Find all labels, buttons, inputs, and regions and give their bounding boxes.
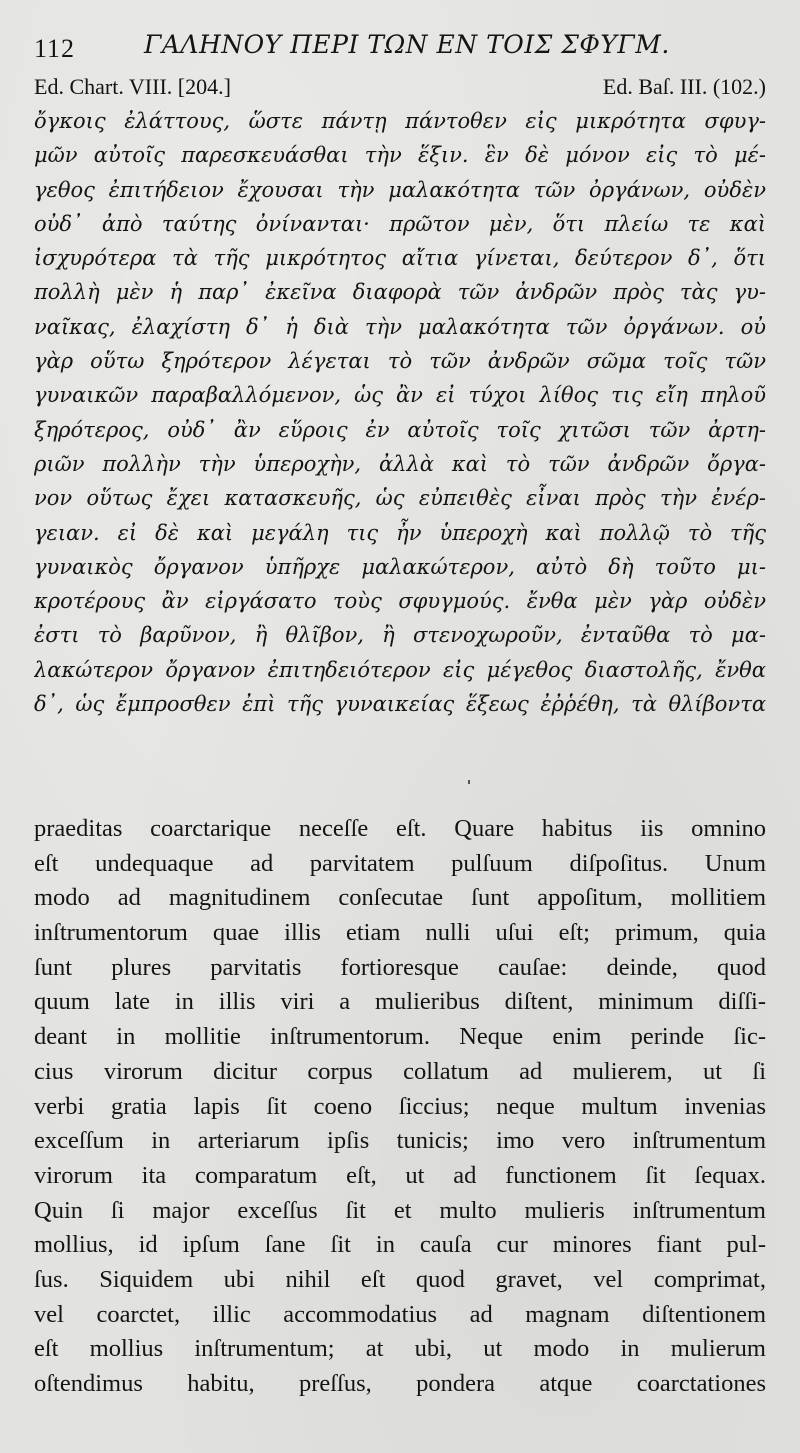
- running-title: ΓΑΛΗΝΟΥ ΠΕΡΙ ΤΩΝ ΕΝ ΤΟΙΣ ΣΦΥΓΜ.: [144, 30, 670, 59]
- greek-line: δ᾽, ὡς ἔμπροσθεν ἐπὶ τῆς γυναικείας ἕξεως ἐῤῥέθη, τὰ θλίβοντα: [34, 692, 766, 717]
- greek-line: γὰρ οὕτω ξηρότερον λέγεται τὸ τῶν ἀνδρῶν σῶμα τοῖς τῶν: [34, 349, 766, 374]
- greek-line: μῶν αὐτοῖς παρεσκευάσθαι τὴν ἕξιν. ἓν δὲ μόνον εἰς τὸ μέ-: [34, 143, 766, 168]
- latin-line: virorum ita comparatum eſt, ut ad functionem ſit ſequax.: [34, 1161, 766, 1189]
- ink-speck: [468, 780, 470, 784]
- latin-line: mollius, id ipſum ſane ſit in cauſa cur minores fiant pul-: [34, 1231, 766, 1259]
- edition-references: [34, 74, 766, 104]
- edition-chartier-reference: Ed. Chart. VIII. [204.]: [34, 74, 231, 99]
- latin-line: praeditas coarctarique neceſſe eſt. Quare habitus iis omnino: [34, 815, 766, 842]
- greek-line: ὄγκοις ἐλάττους, ὥστε πάντῃ πάντοθεν εἰς μικρότητα σφυγ-: [34, 109, 766, 133]
- latin-line: eſt undequaque ad parvitatem pulſuum diſpoſitus. Unum: [34, 849, 766, 877]
- page-header: [34, 28, 774, 68]
- latin-line: eſt mollius inſtrumentum; at ubi, ut modo in mulierum: [34, 1335, 766, 1363]
- page-number: 112: [34, 34, 76, 63]
- greek-line: πολλὴ μὲν ἡ παρ᾽ ἐκεῖνα διαφορὰ τῶν ἀνδρῶν πρὸς τὰς γυ-: [34, 280, 766, 305]
- latin-line: deant in mollitie inſtrumentorum. Neque enim perinde ſic-: [34, 1023, 766, 1051]
- latin-line: ſunt plures parvitatis fortioresque cauſae: deinde, quod: [34, 953, 766, 981]
- latin-line: inſtrumentorum quae illis etiam nulli uſui eſt; primum, quia: [34, 919, 766, 947]
- latin-line: quum late in illis viri a mulieribus diſtent, minimum diſſi-: [34, 988, 766, 1016]
- latin-line: Quin ſi major exceſſus ſit et multo mulieris inſtrumentum: [34, 1196, 766, 1224]
- greek-line: λακώτερον ὄργανον ἐπιτηδειότερον εἰς μέγεθος διαστολῆς, ἔνθα: [34, 657, 766, 682]
- greek-text-block: [34, 104, 766, 721]
- latin-line: cius virorum dicitur corpus collatum ad mulierem, ut ſi: [34, 1057, 766, 1085]
- greek-line: γειαν. εἰ δὲ καὶ μεγάλη τις ἦν ὑπεροχὴ καὶ πολλῷ τὸ τῆς: [34, 520, 766, 545]
- greek-line: γυναικῶν παραβαλλόμενον, ὡς ἂν εἰ τύχοι λίθος τις εἴη πηλοῦ: [34, 383, 766, 408]
- greek-line: κροτέρους ἂν εἰργάσατο τοὺς σφυγμούς. ἔνθα μὲν γὰρ οὐδὲν: [34, 589, 766, 614]
- greek-line: νον οὕτως ἔχει κατασκευῆς, ὡς εὐπειθὲς εἶναι πρὸς τὴν ἐνέρ-: [34, 486, 766, 511]
- latin-line: oſtendimus habitu, preſſus, pondera atque coarctationes: [34, 1370, 766, 1397]
- greek-line: οὐδ᾽ ἀπὸ ταύτης ὀνίνανται· πρῶτον μὲν, ὅτι πλείω τε καὶ: [34, 211, 766, 236]
- greek-line: ξηρότερος, οὐδ᾽ ἂν εὕροις ἐν αὐτοῖς τοῖς χιτῶσι τῶν ἀρτη-: [34, 417, 766, 442]
- latin-line: vel coarctet, illic accommodatius ad magnam diſtentionem: [34, 1300, 766, 1328]
- latin-line: exceſſum in arteriarum ipſis tunicis; imo vero inſtrumentum: [34, 1127, 766, 1155]
- greek-line: ἐστι τὸ βαρῦνον, ἢ θλῖβον, ἢ στενοχωροῦν, ἐνταῦθα τὸ μα-: [34, 623, 766, 648]
- greek-line: γεθος ἐπιτήδειον ἔχουσαι τὴν μαλακότητα τῶν ὀργάνων, οὐδὲν: [34, 177, 766, 202]
- latin-line: verbi gratia lapis ſit coeno ſiccius; neque multum invenias: [34, 1092, 766, 1120]
- greek-line: ριῶν πολλὴν τὴν ὑπεροχὴν, ἀλλὰ καὶ τὸ τῶν ἀνδρῶν ὄργα-: [34, 451, 766, 476]
- latin-line: modo ad magnitudinem conſecutae ſunt appoſitum, mollitiem: [34, 884, 766, 912]
- greek-line: ἰσχυρότερα τὰ τῆς μικρότητος αἴτια γίνεται, δεύτερον δ᾽, ὅτι: [34, 246, 766, 271]
- latin-text-block: [34, 812, 766, 1402]
- greek-line: ναῖκας, ἐλαχίστη δ᾽ ἡ διὰ τὴν μαλακότητα τῶν ὀργάνων. οὐ: [34, 314, 766, 339]
- greek-line: γυναικὸς ὄργανον ὑπῆρχε μαλακώτερον, αὐτὸ δὴ τοῦτο μι-: [34, 554, 766, 579]
- latin-line: ſus. Siquidem ubi nihil eſt quod gravet, vel comprimat,: [34, 1265, 766, 1293]
- edition-basel-reference: Ed. Baſ. III. (102.): [602, 74, 766, 99]
